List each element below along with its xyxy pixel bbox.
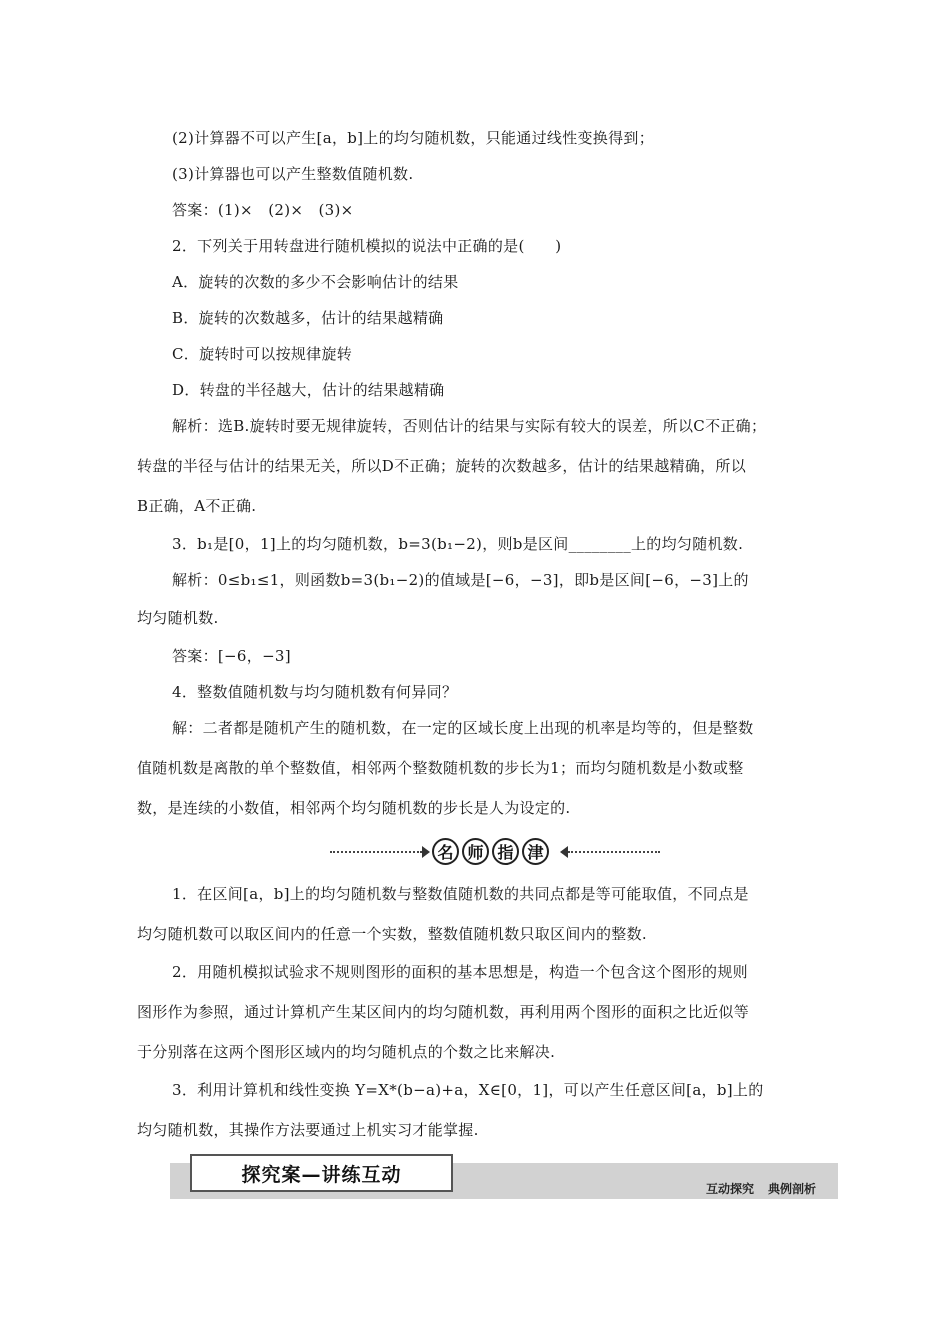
solution-line: 数，是连续的小数值，相邻两个均匀随机数的步长是人为设定的. [137, 799, 571, 817]
banner-arrow-left-icon [422, 846, 430, 858]
text-line: (3)计算器也可以产生整数值随机数. [172, 165, 414, 183]
guide-line: 于分别落在这两个图形区域内的均匀随机点的个数之比来解决. [137, 1043, 556, 1061]
section-title: 探究案—讲练互动 [190, 1154, 453, 1192]
banner-char: 名 [432, 838, 459, 865]
solution-line: 值随机数是离散的单个整数值，相邻两个整数随机数的步长为1；而均匀随机数是小数或整 [137, 759, 744, 777]
question-3: 3．b₁是[0，1]上的均匀随机数，b=3(b₁−2)，则b是区间________上的均匀随机数. [172, 535, 744, 553]
option-b: B．旋转的次数越多，估计的结果越精确 [172, 309, 444, 327]
guide-line: 均匀随机数，其操作方法要通过上机实习才能掌握. [137, 1121, 479, 1139]
question-4: 4．整数值随机数与均匀随机数有何异同？ [172, 683, 458, 701]
option-c: C．旋转时可以按规律旋转 [172, 345, 353, 363]
footer-subtitle: 典例剖析 [767, 1182, 816, 1196]
option-d: D．转盘的半径越大，估计的结果越精确 [172, 381, 445, 399]
banner-char: 指 [492, 838, 519, 865]
text-line: (2)计算器不可以产生[a，b]上的均匀随机数，只能通过线性变换得到； [172, 129, 654, 147]
section-footer-bar [170, 1163, 838, 1199]
option-a: A．旋转的次数的多少不会影响估计的结果 [172, 273, 459, 291]
banner-arrow-right-icon [560, 846, 568, 858]
analysis-line: 解析：0≤b₁≤1，则函数b=3(b₁−2)的值域是[−6，−3]，即b是区间[−6，−3]上的 [172, 571, 749, 589]
guide-line: 3．利用计算机和线性变换 Y=X*(b−a)+a，X∈[0，1]，可以产生任意区间[a，b]上的 [172, 1081, 764, 1099]
banner-dots-left [330, 851, 422, 853]
banner-dots-right [568, 851, 660, 853]
solution-line: 解：二者都是随机产生的随机数，在一定的区域长度上出现的机率是均等的，但是整数 [172, 719, 754, 737]
analysis-line: 均匀随机数. [137, 609, 219, 627]
answer-line: 答案：[−6，−3] [172, 647, 291, 665]
analysis-line: 解析：选B.旋转时要无规律旋转，否则估计的结果与实际有较大的误差，所以C不正确； [172, 417, 767, 435]
section-banner-mingshi-zhijin [330, 838, 660, 866]
analysis-line: 转盘的半径与估计的结果无关，所以D不正确；旋转的次数越多，估计的结果越精确，所以 [137, 457, 747, 475]
footer-subtitle: 互动探究 [705, 1182, 754, 1196]
question-2: 2．下列关于用转盘进行随机模拟的说法中正确的是( ) [172, 237, 562, 255]
answer-line: 答案：(1)× (2)× (3)× [172, 201, 354, 219]
banner-char: 师 [462, 838, 489, 865]
banner-char: 津 [522, 838, 549, 865]
guide-line: 图形作为参照，通过计算机产生某区间内的均匀随机数，再利用两个图形的面积之比近似等 [137, 1003, 750, 1021]
guide-line: 1．在区间[a，b]上的均匀随机数与整数值随机数的共同点都是等可能取值，不同点是 [172, 885, 749, 903]
analysis-line: B正确，A不正确. [137, 497, 257, 515]
guide-line: 2．用随机模拟试验求不规则图形的面积的基本思想是，构造一个包含这个图形的规则 [172, 963, 748, 981]
guide-line: 均匀随机数可以取区间内的任意一个实数，整数值随机数只取区间内的整数. [137, 925, 647, 943]
